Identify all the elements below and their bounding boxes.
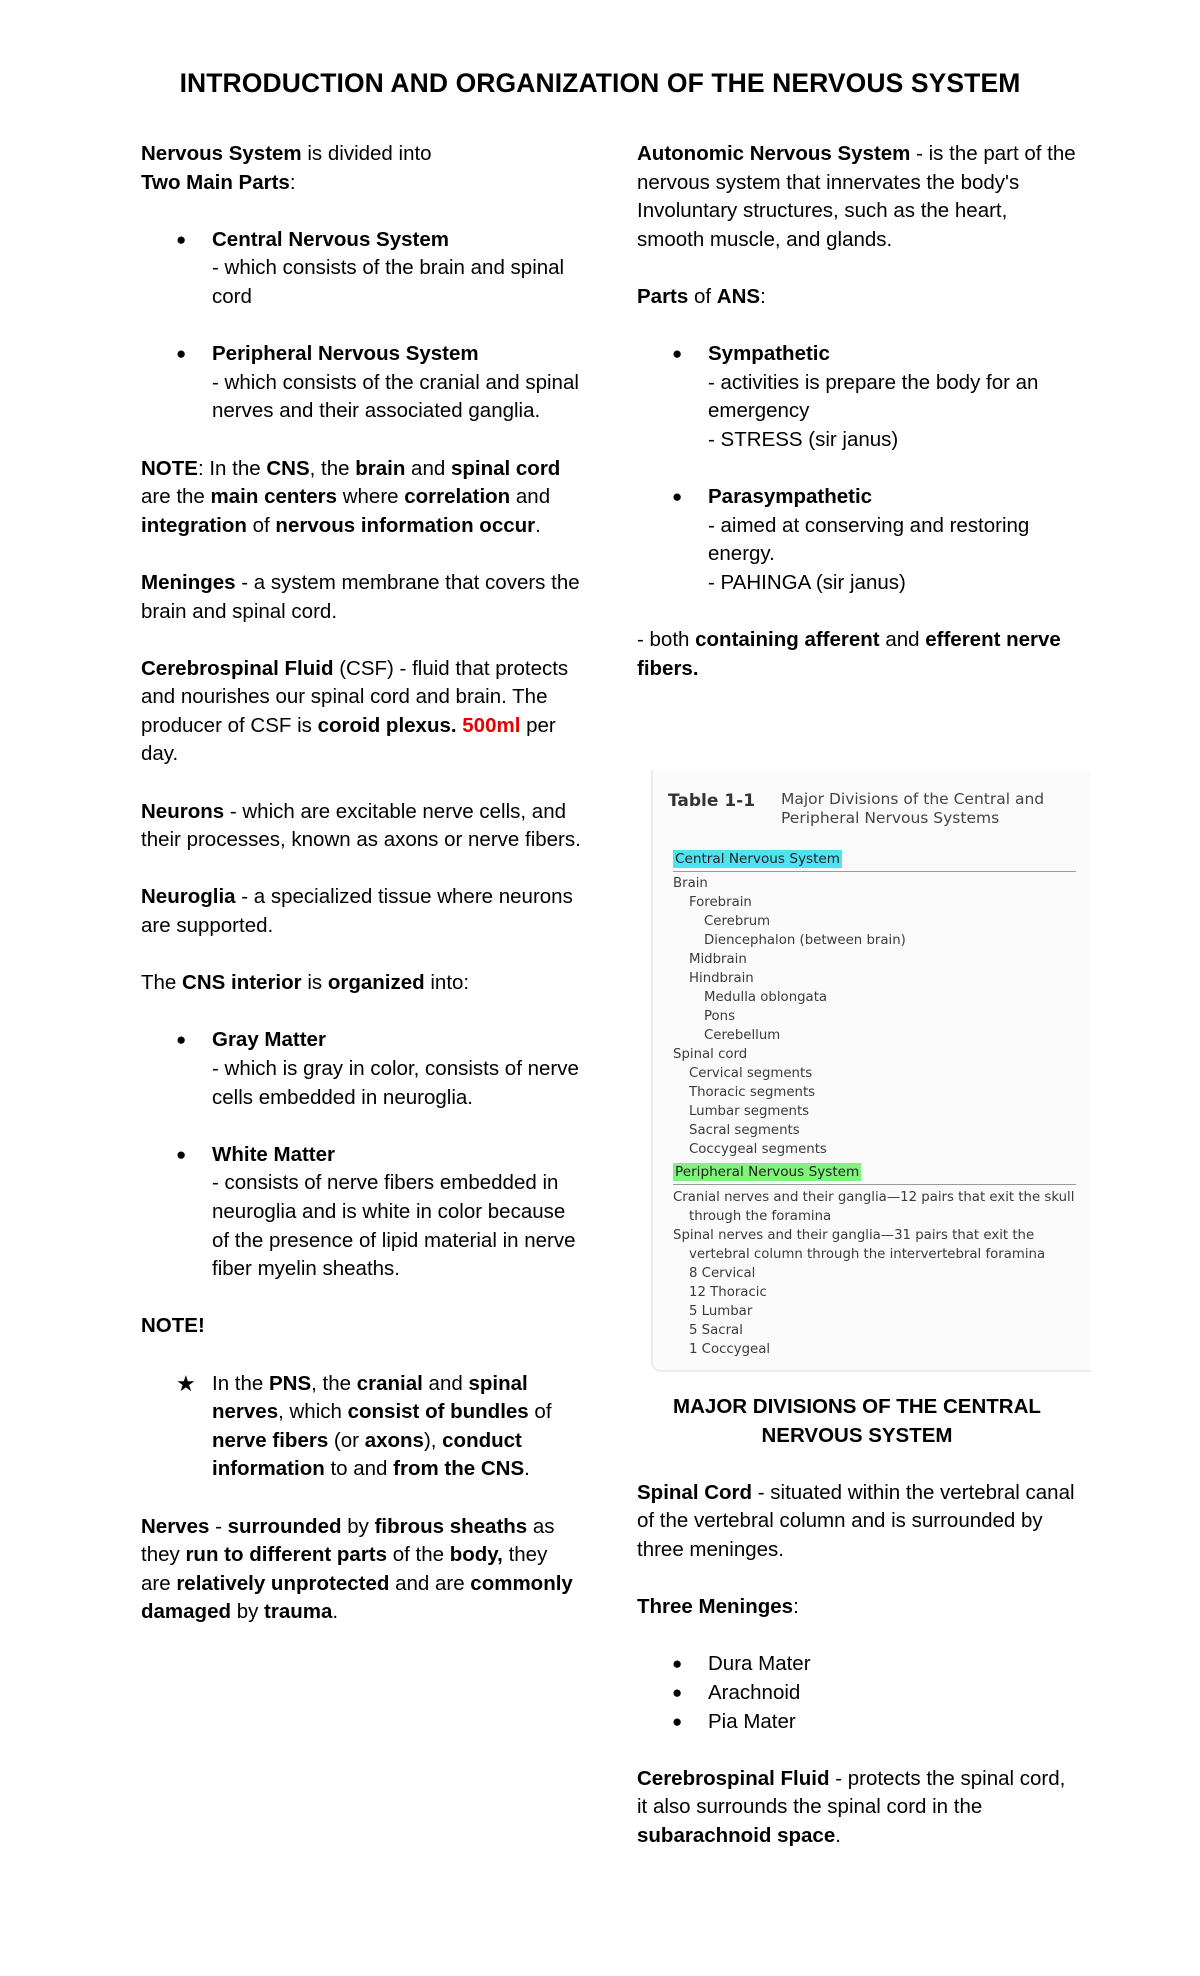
matter-list — [141, 1026, 581, 1283]
text-run-bold: cranial — [356, 1371, 423, 1395]
text-run: and — [405, 456, 451, 480]
definition-text: - situated within the vertebral canal of the vertebral column and is surrounded by three meninges. — [637, 1480, 1075, 1561]
csf-paragraph — [141, 655, 581, 769]
bullet-icon: ● — [672, 1711, 683, 1731]
ans-part-desc: - activities is prepare the body for an emergency — [708, 370, 1039, 423]
list-item — [141, 340, 581, 426]
list-item — [141, 226, 581, 312]
text-run: - both — [637, 628, 696, 652]
text-run: . — [524, 1457, 530, 1481]
table-entry: Medulla oblongata — [704, 990, 828, 1005]
definition-text: - protects the spinal cord, it also surrounds the spinal cord in the — [637, 1766, 1066, 1819]
text-run: into: — [424, 971, 470, 995]
text-run-bold: surrounded — [227, 1514, 342, 1538]
table-caption: Major Divisions of the Central and Peripheral Nervous Systems — [781, 790, 1045, 827]
text-run-bold: spinal nerves — [212, 1371, 528, 1424]
part-name: Central Nervous System — [212, 227, 449, 251]
table-entry: Forebrain — [689, 895, 752, 910]
right-column — [637, 140, 1077, 712]
text-run: : — [760, 284, 766, 308]
intro-term: Nervous System — [141, 142, 302, 165]
text-run-bold: containing afferent — [695, 628, 880, 652]
text-run-bold: Parts — [637, 284, 689, 308]
text-run: per day. — [141, 713, 556, 766]
bullet-icon: ● — [672, 344, 683, 364]
text-run-bold: trauma — [264, 1600, 333, 1624]
definition-term: Nerves — [141, 1514, 210, 1538]
text-run-bold: nerve fibers — [212, 1428, 329, 1452]
text-run-bold: consist of bundles — [347, 1400, 529, 1424]
meninx-name: Pia Mater — [708, 1709, 796, 1733]
text-run: and — [879, 628, 926, 652]
ans-part-name: Sympathetic — [708, 342, 830, 366]
table-entry: Cerebellum — [704, 1028, 781, 1043]
table-entry: 12 Thoracic — [689, 1285, 767, 1300]
matter-desc: - consists of nerve fibers embedded in neuroglia and is white in color because of the presence of lipid material in nerve fiber myelin sheaths. — [212, 1171, 576, 1281]
matter-name: Gray Matter — [212, 1028, 326, 1052]
table-entry: Spinal nerves and their ganglia—31 pairs that exit the vertebral column through the intervertebral foramina — [673, 1228, 1046, 1262]
meninges-paragraph — [141, 569, 581, 626]
text-run: In the — [212, 1371, 269, 1395]
text-run: . — [535, 513, 541, 537]
bullet-icon: ● — [176, 344, 187, 364]
definition-text: (CSF) - fluid that protects and nourishes our spinal cord and brain. The producer of CSF is — [141, 656, 569, 737]
meninx-name: Arachnoid — [708, 1680, 801, 1704]
definition-text: - a specialized tissue where neurons are supported. — [141, 885, 573, 938]
text-run: and are — [389, 1571, 471, 1595]
ans-part-name: Parasympathetic — [708, 485, 873, 509]
table-entry: Cerebrum — [704, 914, 771, 929]
text-run-bold: coroid plexus. — [317, 713, 457, 737]
list-item — [637, 1650, 1077, 1679]
table-entry: Pons — [704, 1009, 736, 1024]
cns-header: Central Nervous System — [675, 851, 841, 867]
ans-part-note: - STRESS (sir janus) — [708, 427, 899, 451]
definition-text: - which are excitable nerve cells, and their processes, known as axons or nerve fibers. — [141, 799, 581, 852]
text-run-bold: integration — [141, 513, 247, 537]
pns-rule — [673, 1184, 1076, 1185]
table-entry: Brain — [673, 876, 708, 891]
table-entry: Cranial nerves and their ganglia—12 pairs that exit the skull through the foramina — [673, 1190, 1075, 1224]
definition-text: - is the part of the nervous system that innervates the body's Involuntary structures, such as the heart, smooth muscle, and glands. — [637, 142, 1076, 251]
page-title: INTRODUCTION AND ORGANIZATION OF THE NERVOUS SYSTEM — [179, 68, 1021, 98]
ans-parts-list — [637, 340, 1077, 597]
text-run: is — [301, 971, 328, 995]
neuroglia-paragraph — [141, 883, 581, 940]
text-run: are the — [141, 485, 211, 509]
text-run: . — [332, 1600, 339, 1624]
text-run-bold: from the CNS — [393, 1457, 525, 1481]
text-run-bold: axons — [364, 1428, 424, 1452]
definition-term: Neurons — [141, 799, 225, 823]
bullet-icon: ● — [672, 1682, 683, 1702]
table-entry: Hindbrain — [689, 971, 754, 986]
text-run-bold: efferent nerve fibers. — [637, 628, 1061, 680]
list-item — [637, 340, 1077, 454]
text-run: , which — [278, 1400, 348, 1424]
text-run: : — [793, 1595, 799, 1619]
cns-interior-paragraph — [141, 969, 581, 998]
definition-term: Cerebrospinal Fluid — [141, 656, 334, 680]
text-run: (or — [328, 1428, 365, 1452]
text-run: of — [528, 1400, 552, 1424]
bullet-icon: ● — [176, 1144, 187, 1164]
definition-term: Meninges — [141, 570, 236, 594]
pns-header: Peripheral Nervous System — [675, 1164, 860, 1180]
text-run-bold: main centers — [210, 485, 338, 509]
neurons-paragraph — [141, 798, 581, 855]
part-desc: - which consists of the cranial and spinal nerves and their associated ganglia. — [212, 370, 579, 423]
text-run-bold: fibrous sheaths — [374, 1514, 528, 1538]
intro-paragraph — [141, 140, 581, 197]
spinal-cord-paragraph — [637, 1479, 1077, 1565]
intro-colon: : — [289, 170, 296, 194]
part-name: Peripheral Nervous System — [212, 342, 479, 366]
definition-term: Spinal Cord — [637, 1480, 753, 1504]
matter-desc: - which is gray in color, consists of nerve cells embedded in neuroglia. — [212, 1057, 579, 1109]
text-run: of — [688, 284, 717, 308]
meninges-list — [637, 1650, 1077, 1736]
ans-paragraph — [637, 140, 1077, 254]
definition-text: - a system membrane that covers the brain and spinal cord. — [141, 570, 580, 623]
table-entry: Cervical segments — [689, 1066, 813, 1081]
text-run: and — [422, 1371, 469, 1395]
table-entry: Lumbar segments — [689, 1104, 810, 1119]
both-fibers-paragraph — [637, 626, 1077, 683]
part-desc: - which consists of the brain and spinal cord — [212, 256, 565, 308]
note2-label — [141, 1312, 581, 1341]
list-item — [637, 1708, 1077, 1737]
intro-text: is divided into — [301, 142, 432, 165]
text-run: : In the — [197, 456, 267, 480]
text-run-bold: organized — [327, 971, 425, 995]
bullet-icon: ● — [672, 487, 683, 507]
text-run-bold: relatively unprotected — [176, 1571, 390, 1595]
three-meninges-heading — [637, 1593, 1077, 1622]
cns-rule — [673, 871, 1076, 872]
cns-items — [673, 874, 1083, 1159]
text-run: they are — [141, 1543, 548, 1595]
note-label: NOTE! — [141, 1314, 205, 1338]
note-cns-paragraph — [141, 455, 581, 541]
table-entry: 5 Lumbar — [689, 1304, 753, 1319]
ans-part-desc: - aimed at conserving and restoring energy. — [708, 513, 1030, 566]
main-parts-list — [141, 226, 581, 426]
text-run: and — [510, 485, 551, 509]
right-column-lower — [637, 1393, 1077, 1879]
list-item — [141, 1370, 581, 1484]
bullet-icon: ● — [176, 1030, 187, 1050]
intro-two-parts: Two Main Parts — [141, 170, 290, 194]
text-run: as they — [141, 1514, 555, 1567]
table-entry: Midbrain — [689, 952, 747, 967]
text-run-bold: subarachnoid space — [637, 1823, 836, 1847]
table-entry: 8 Cervical — [689, 1266, 756, 1281]
text-run: by — [231, 1600, 265, 1624]
text-run: where — [337, 485, 405, 509]
bullet-icon: ● — [176, 229, 187, 249]
definition-term: Neuroglia — [141, 885, 236, 909]
table-entry: 5 Sacral — [689, 1323, 743, 1338]
text-run-bold: CNS — [266, 456, 310, 480]
table-entry: Thoracic segments — [689, 1085, 816, 1100]
text-run: . — [835, 1823, 841, 1847]
meninx-name: Dura Mater — [708, 1652, 811, 1676]
text-run: The — [141, 971, 183, 995]
definition-term: Autonomic Nervous System — [637, 142, 911, 165]
note-label: NOTE — [141, 456, 198, 480]
text-run: , the — [309, 456, 356, 480]
text-run-bold: nervous information occur — [275, 513, 536, 537]
table-entry: Coccygeal segments — [689, 1142, 827, 1157]
left-column — [141, 140, 581, 1655]
text-run-bold: brain — [355, 456, 406, 480]
text-run: to and — [324, 1457, 394, 1481]
matter-name: White Matter — [212, 1142, 335, 1166]
text-run: ), — [423, 1428, 443, 1452]
text-run: of the — [387, 1543, 450, 1567]
text-run-bold: commonly damaged — [141, 1571, 573, 1624]
text-run-bold: Three Meninges — [637, 1595, 794, 1619]
note2-list — [141, 1370, 581, 1484]
text-run-bold: ANS — [716, 284, 761, 308]
table-entry: Sacral segments — [689, 1123, 800, 1138]
text-run-bold: spinal cord — [450, 456, 561, 480]
table-entry: 1 Coccygeal — [689, 1342, 771, 1357]
ans-part-note: - PAHINGA (sir janus) — [708, 570, 906, 594]
text-run: by — [341, 1514, 375, 1538]
star-icon: ★ — [176, 1370, 196, 1396]
text-run-bold: correlation — [404, 485, 511, 509]
text-run: , the — [311, 1371, 357, 1395]
nerves-paragraph — [141, 1513, 581, 1627]
table-figure — [651, 770, 1091, 1372]
text-run: - — [209, 1514, 228, 1538]
csf2-paragraph — [637, 1765, 1077, 1851]
text-run-bold: conduct information — [212, 1428, 522, 1481]
definition-term: Cerebrospinal Fluid — [637, 1766, 830, 1790]
table-entry: Spinal cord — [673, 1047, 748, 1062]
table-entry: Diencephalon (between brain) — [704, 933, 906, 948]
list-item — [141, 1141, 581, 1284]
text-run-bold: run to different parts — [185, 1543, 388, 1567]
major-divisions-heading: MAJOR DIVISIONS OF THE CENTRAL NERVOUS SYSTEM — [673, 1395, 1041, 1447]
table-number: Table 1-1 — [668, 791, 756, 811]
bullet-icon: ● — [672, 1654, 683, 1674]
text-run: of — [246, 513, 276, 537]
list-item — [637, 1679, 1077, 1708]
list-item — [141, 1026, 581, 1112]
text-run-bold: CNS interior — [182, 971, 302, 995]
list-item — [637, 483, 1077, 597]
text-run-bold: PNS — [269, 1371, 312, 1395]
pns-items — [673, 1188, 1083, 1359]
text-run-bold: body, — [449, 1543, 503, 1567]
csf-volume-highlight: 500ml — [462, 713, 521, 737]
parts-ans-heading — [637, 283, 1077, 312]
